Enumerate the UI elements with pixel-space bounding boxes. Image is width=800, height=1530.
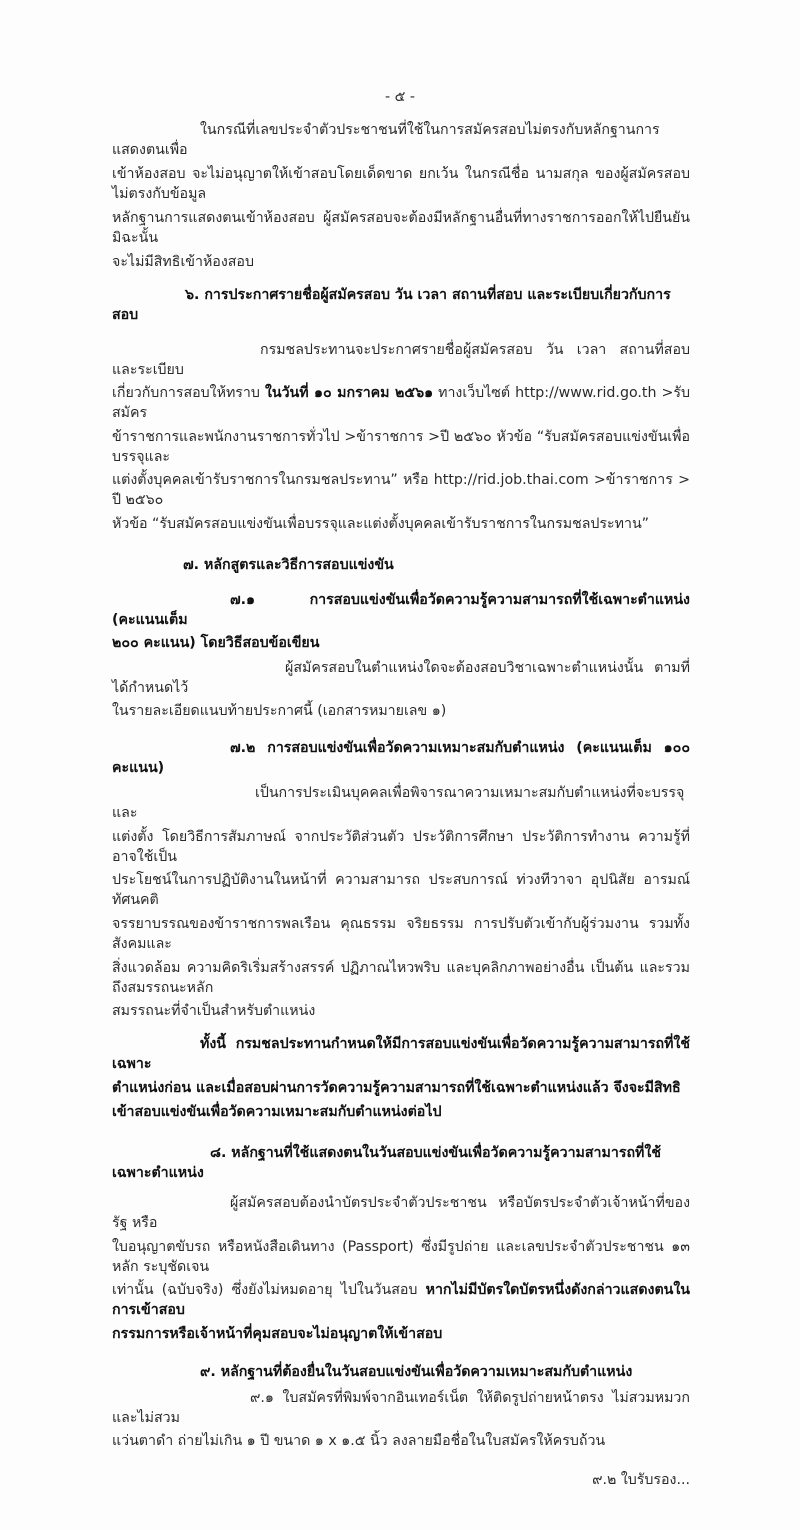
- bold-text: กรรมการหรือเจ้าหน้าที่คุมสอบจะไม่อนุญาตให้เข้าสอบ: [112, 1326, 443, 1342]
- body-line: [112, 783, 690, 823]
- text: หัวข้อ “รับสมัครสอบแข่งขันเพื่อบรรจุและแต่งตั้งบุคคลเข้ารับราชการในกรมชลประทาน”: [112, 516, 650, 532]
- body-line: [112, 701, 690, 721]
- body-line: [112, 340, 690, 380]
- body-line: [112, 827, 690, 867]
- body-line: [112, 514, 690, 534]
- body-line: [112, 164, 690, 204]
- bold-text: ตำแหน่งก่อน และเมื่อสอบผ่านการวัดความรู้ความสามารถที่ใช้เฉพาะตำแหน่งแล้ว จึงจะมีสิทธิ: [112, 1080, 681, 1096]
- text: สมรรถนะที่จำเป็นสำหรับตำแหน่ง: [112, 1003, 316, 1019]
- text: สิ่งแวดล้อม ความคิดริเริ่มสร้างสรรค์ ปฏิภาณไหวพริบ และบุคลิกภาพอย่างอื่น เป็นต้น และรวมถึงสมรรถนะหลัก: [112, 960, 690, 996]
- bold-text: ๗.๑ การสอบแข่งขันเพื่อวัดความรู้ความสามารถที่ใช้เฉพาะตำแหน่ง (คะแนนเต็ม: [112, 592, 690, 628]
- body-line: [112, 1193, 690, 1233]
- bold-text: เข้าสอบแข่งขันเพื่อวัดความเหมาะสมกับตำแหน่งต่อไป: [112, 1104, 442, 1120]
- bold-text: ๘. หลักฐานที่ใช้แสดงตนในวันสอบแข่งขันเพื่อวัดความรู้ความสามารถที่ใช้เฉพาะตำแหน่ง: [112, 1145, 661, 1181]
- body-line: [112, 252, 690, 272]
- body-line: [112, 1431, 690, 1451]
- text: ในกรณีที่เลขประจำตัวประชาชนที่ใช้ในการสมัครสอบไม่ตรงกับหลักฐานการแสดงตนเพื่อ: [112, 122, 660, 158]
- emphasis-line: [112, 1034, 690, 1074]
- body-line: [112, 1237, 690, 1277]
- section-heading: [112, 285, 690, 325]
- body-line: [112, 1324, 690, 1344]
- body-line: [112, 658, 690, 698]
- body-line: [112, 208, 690, 248]
- text: แต่งตั้งบุคคลเข้ารับราชการในกรมชลประทาน” หรือ http://rid.job.thai.com >ข้าราชการ > ปี ๒๕๖๐: [112, 472, 690, 508]
- emphasis-line: [112, 1078, 690, 1098]
- page-number: - ๕ -: [385, 89, 415, 105]
- body-line: [112, 383, 690, 423]
- bold-text: ๗.๒ การสอบแข่งขันเพื่อวัดความเหมาะสมกับตำแหน่ง (คะแนนเต็ม ๑๐๐ คะแนน): [112, 740, 690, 776]
- text: กรมชลประทานจะประกาศรายชื่อผู้สมัครสอบ วัน เวลา สถานที่สอบ และระเบียบ: [112, 342, 690, 378]
- text: เกี่ยวกับการสอบให้ทราบ: [112, 385, 265, 401]
- bold-text: ๖. การประกาศรายชื่อผู้สมัครสอบ วัน เวลา สถานที่สอบ และระเบียบเกี่ยวกับการสอบ: [112, 287, 671, 323]
- body-line: [112, 958, 690, 998]
- text: เท่านั้น (ฉบับจริง) ซึ่งยังไม่หมดอายุ ไปในวันสอบ: [112, 1282, 426, 1298]
- bold-text: ๙. หลักฐานที่ต้องยื่นในวันสอบแข่งขันเพื่อวัดความเหมาะสมกับตำแหน่ง: [200, 1364, 633, 1380]
- bold-text: ๒๐๐ คะแนน) โดยวิธีสอบข้อเขียน: [112, 635, 320, 651]
- text: ประโยชน์ในการปฏิบัติงานในหน้าที่ ความสามารถ ประสบการณ์ ท่วงทีวาจา อุปนิสัย อารมณ์ ทัศนคติ: [112, 872, 690, 908]
- subsection-heading: [112, 738, 690, 778]
- body-line: [112, 1388, 690, 1428]
- body-line: [112, 120, 690, 160]
- body-line: [112, 1001, 690, 1021]
- emphasis-line: [112, 1102, 690, 1122]
- body-line: [112, 427, 690, 467]
- section-heading: [112, 555, 690, 575]
- body-line: [112, 1280, 690, 1320]
- text: จะไม่มีสิทธิเข้าห้องสอบ: [112, 254, 254, 270]
- bold-text: ในวันที่ ๑๐ มกราคม ๒๕๖๑: [264, 385, 434, 401]
- body-line: [112, 470, 690, 510]
- body-line: [112, 870, 690, 910]
- text: ๙.๒ ใบรับรอง...: [592, 1472, 690, 1488]
- text: ใบอนุญาตขับรถ หรือหนังสือเดินทาง (Passport) ซึ่งมีรูปถ่าย และเลขประจำตัวประชาชน ๑๓ หลัก ระบุชัดเจน: [112, 1239, 690, 1275]
- subsection-heading: [112, 633, 690, 653]
- subsection-heading: [112, 590, 690, 630]
- text: แต่งตั้ง โดยวิธีการสัมภาษณ์ จากประวัติส่วนตัว ประวัติการศึกษา ประวัติการทำงาน ความรู้ที่อาจใช้เป็น: [112, 829, 690, 865]
- continuation-note: [112, 1470, 690, 1490]
- text: ผู้สมัครสอบในตำแหน่งใดจะต้องสอบวิชาเฉพาะตำแหน่งนั้น ตามที่ได้กำหนดไว้: [112, 660, 690, 696]
- text: เข้าห้องสอบ จะไม่อนุญาตให้เข้าสอบโดยเด็ดขาด ยกเว้น ในกรณีชื่อ นามสกุล ของผู้สมัครสอบไม่ตรงกับข้อมูล: [112, 166, 690, 202]
- bold-text: ๗. หลักสูตรและวิธีการสอบแข่งขัน: [183, 557, 394, 573]
- section-heading: [112, 1362, 690, 1382]
- text: หลักฐานการแสดงตนเข้าห้องสอบ ผู้สมัครสอบจะต้องมีหลักฐานอื่นที่ทางราชการออกให้ไปยืนยัน มิฉะนั้น: [112, 210, 690, 246]
- section-heading: [112, 1143, 690, 1183]
- text: ผู้สมัครสอบต้องนำบัตรประจำตัวประชาชน หรือบัตรประจำตัวเจ้าหน้าที่ของรัฐ หรือ: [112, 1195, 690, 1231]
- text: แว่นตาดำ ถ่ายไม่เกิน ๑ ปี ขนาด ๑ x ๑.๕ นิ้ว ลงลายมือชื่อในใบสมัครให้ครบถ้วน: [112, 1433, 606, 1449]
- bold-text: หากไม่มีบัตรใดบัตรหนึ่งดังกล่าวแสดงตนในการเข้าสอบ: [112, 1282, 690, 1318]
- text: ๙.๑ ใบสมัครที่พิมพ์จากอินเทอร์เน็ต ให้ติดรูปถ่ายหน้าตรง ไม่สวมหมวก และไม่สวม: [112, 1390, 690, 1426]
- bold-text: ทั้งนี้ กรมชลประทานกำหนดให้มีการสอบแข่งขันเพื่อวัดความรู้ความสามารถที่ใช้เฉพาะ: [112, 1036, 690, 1072]
- text: ในรายละเอียดแนบท้ายประกาศนี้ (เอกสารหมายเลข ๑): [112, 703, 447, 719]
- text: จรรยาบรรณของข้าราชการพลเรือน คุณธรรม จริยธรรม การปรับตัวเข้ากับผู้ร่วมงาน รวมทั้ง สังคมและ: [112, 916, 690, 952]
- text: ทางเว็บไซต์ http://www.rid.go.th >รับสมัคร: [112, 385, 690, 421]
- body-line: [112, 914, 690, 954]
- text: เป็นการประเมินบุคคลเพื่อพิจารณาความเหมาะสมกับตำแหน่งที่จะบรรจุและ: [112, 785, 685, 821]
- text: ข้าราชการและพนักงานราชการทั่วไป >ข้าราชการ >ปี ๒๕๖๐ หัวข้อ “รับสมัครสอบแข่งขันเพื่อบรรจุและ: [112, 429, 690, 465]
